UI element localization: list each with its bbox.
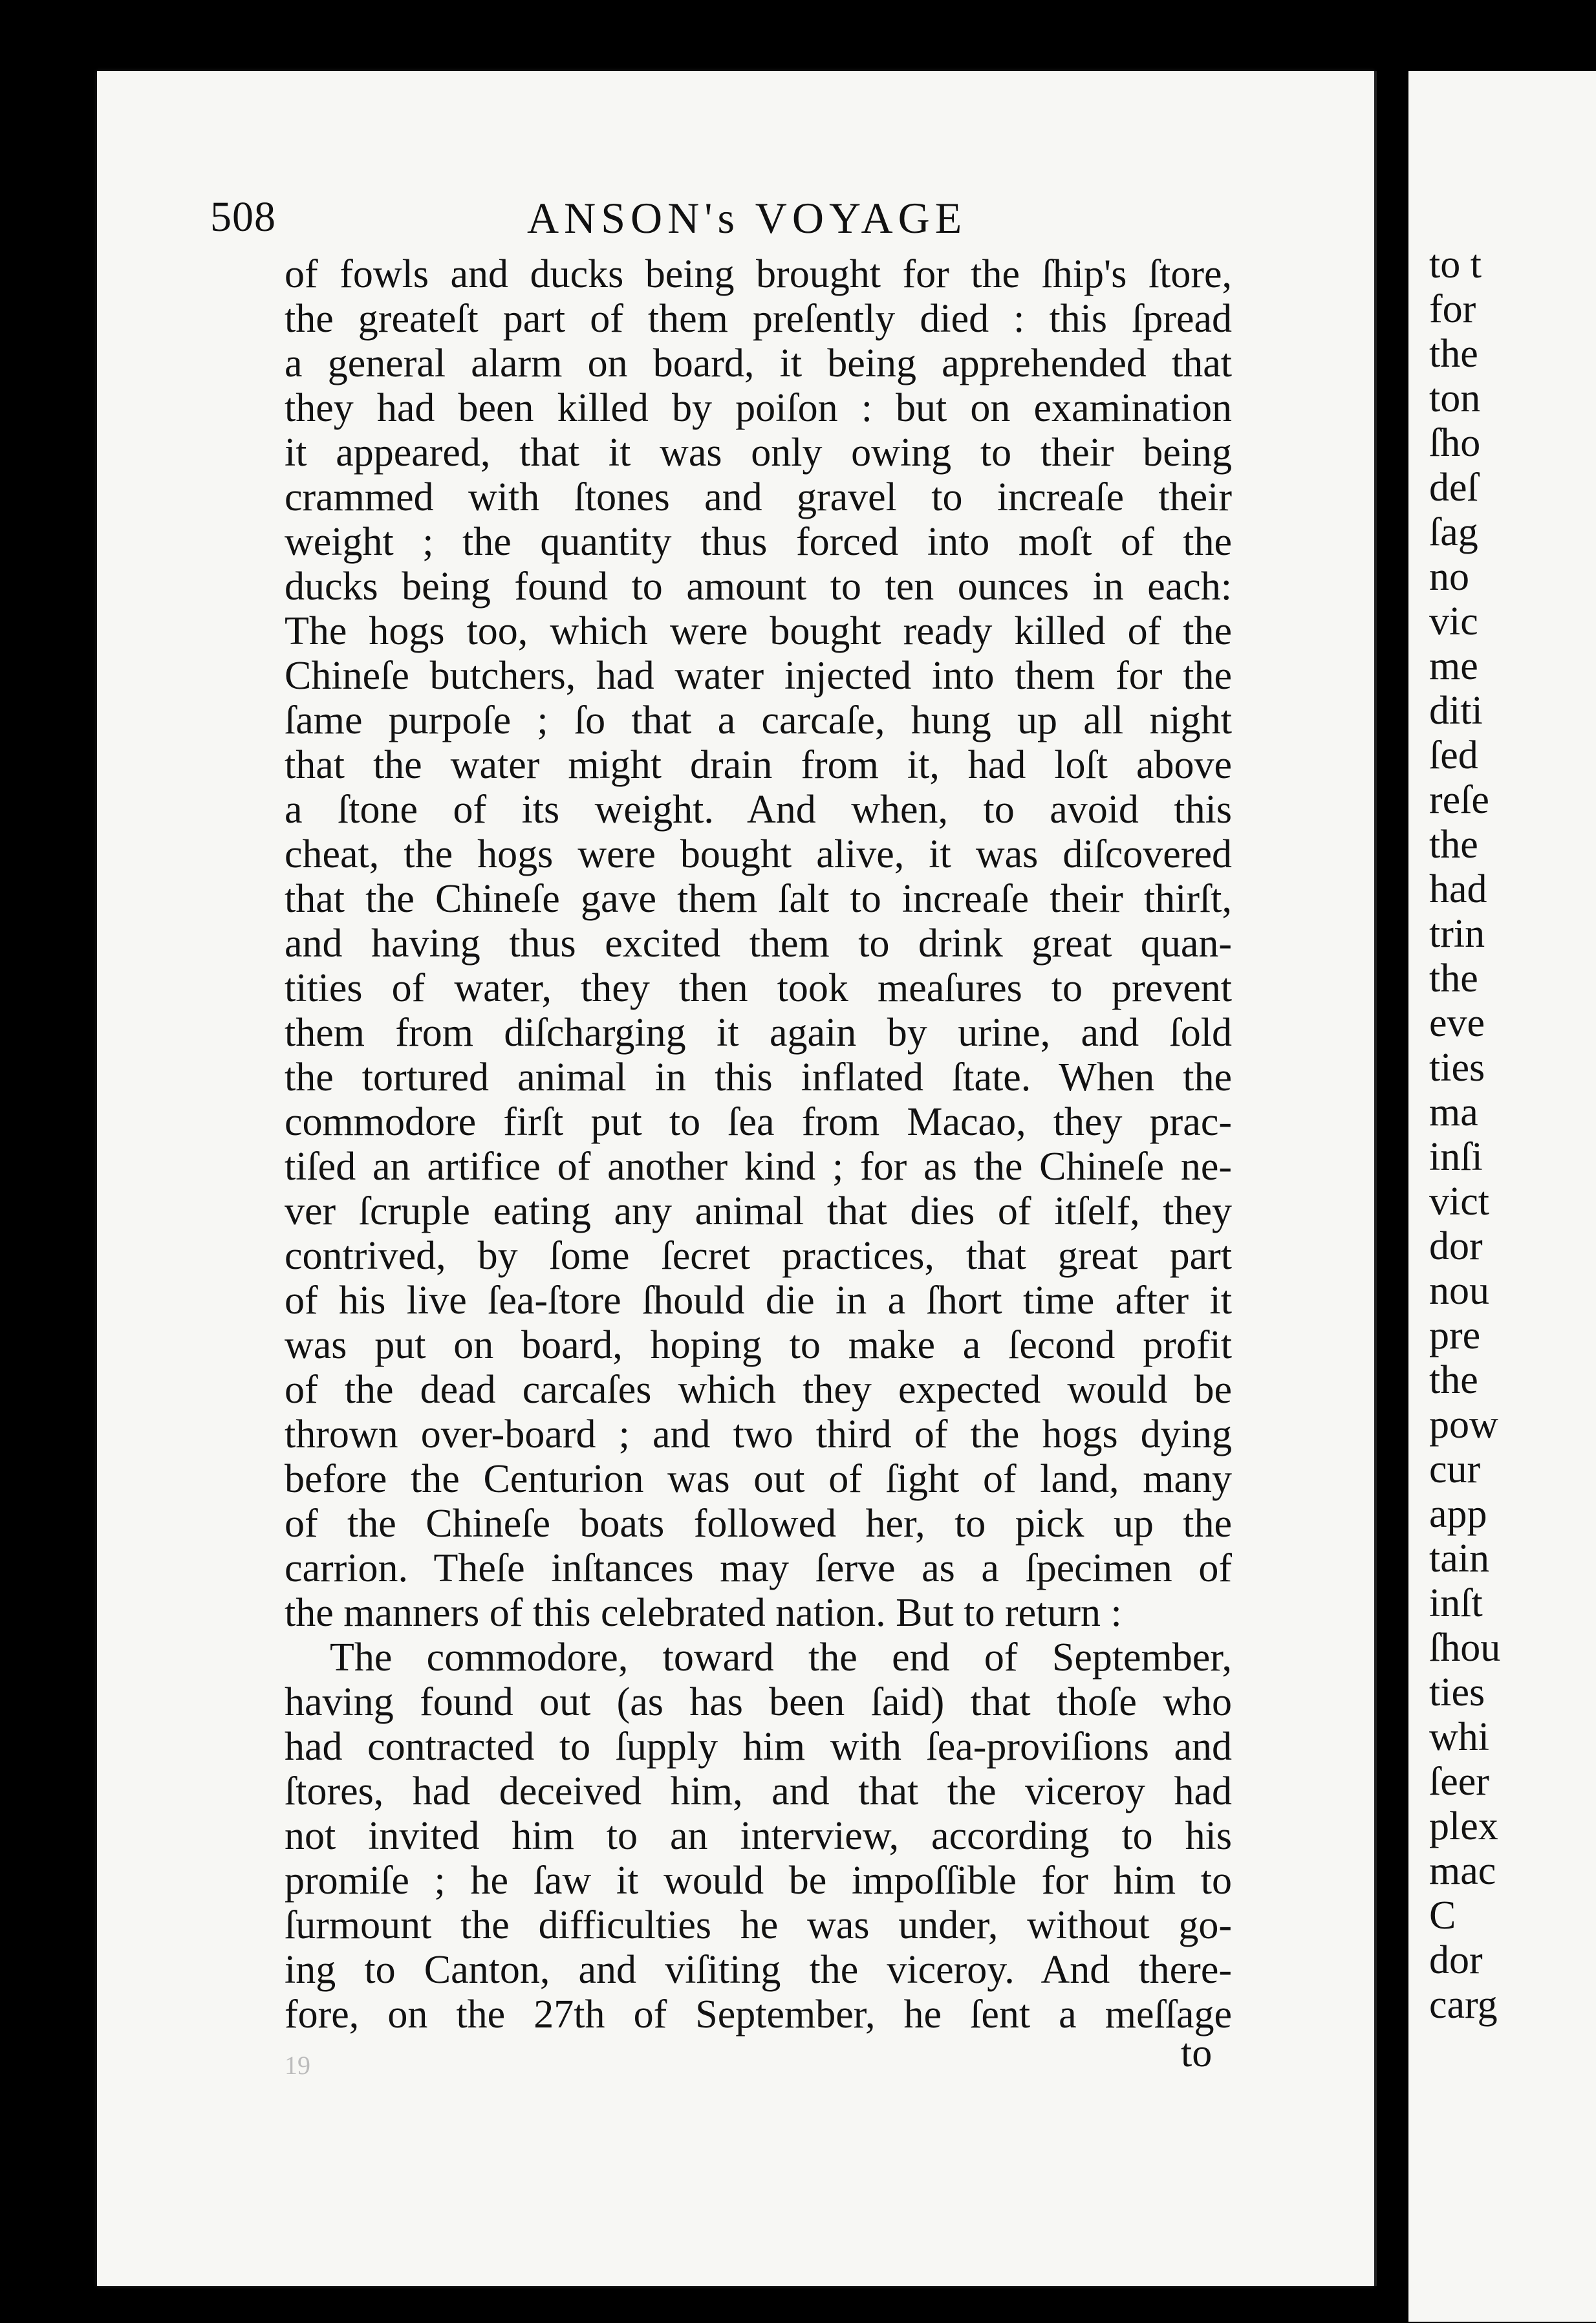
facing-fragment: whi <box>1429 1715 1489 1759</box>
facing-fragment: ſho <box>1429 421 1481 465</box>
text-line: fore, on the 27th of September, he ſent a meſſage <box>285 1993 1232 2037</box>
text-line: contrived, by ſome ſecret practices, that great part <box>285 1234 1232 1278</box>
text-line: a general alarm on board, it being apprehended that <box>285 341 1232 385</box>
facing-fragment: pre <box>1429 1313 1481 1357</box>
text-line: had contracted to ſupply him with ſea-proviſions and <box>285 1725 1232 1769</box>
facing-fragment: ties <box>1429 1046 1485 1090</box>
facing-fragment: ſag <box>1429 510 1478 554</box>
text-line: promiſe ; he ſaw it would be impoſſible for him to <box>285 1859 1232 1903</box>
facing-fragment: ſeer <box>1429 1760 1489 1804</box>
text-line: it appeared, that it was only owing to their being <box>285 431 1232 475</box>
facing-fragment: carg <box>1429 1983 1498 2027</box>
text-line: ver ſcruple eating any animal that dies of itſelf, they <box>285 1189 1232 1233</box>
text-line: of his live ſea-ſtore ſhould die in a ſhort time after it <box>285 1279 1232 1323</box>
text-line: Chineſe butchers, had water injected into them for the <box>285 654 1232 698</box>
facing-fragment: ſhou <box>1429 1626 1501 1670</box>
facing-fragment: app <box>1429 1492 1487 1536</box>
text-line: before the Centurion was out of ſight of land, many <box>285 1457 1232 1501</box>
facing-fragment: ton <box>1429 376 1481 420</box>
text-line: ducks being found to amount to ten ounces in each: <box>285 565 1232 609</box>
facing-fragment: eve <box>1429 1001 1485 1045</box>
facing-fragment: inſi <box>1429 1135 1483 1179</box>
text-line: of the dead carcaſes which they expected would be <box>285 1368 1232 1412</box>
text-line: of fowls and ducks being brought for the ſhip's ſtore, <box>285 252 1232 296</box>
text-line: ſame purpoſe ; ſo that a carcaſe, hung up all night <box>285 698 1232 742</box>
text-line: commodore firſt put to ſea from Macao, they prac- <box>285 1100 1232 1144</box>
text-line: tiſed an artifice of another kind ; for as the Chineſe ne- <box>285 1145 1232 1189</box>
facing-fragment: trin <box>1429 912 1485 956</box>
facing-fragment: ties <box>1429 1670 1485 1714</box>
text-line: the greateſt part of them preſently died : this ſpread <box>285 297 1232 341</box>
facing-fragment: ſed <box>1429 733 1478 777</box>
facing-fragment: tain <box>1429 1537 1489 1581</box>
facing-page-text <box>1429 243 1500 2027</box>
text-line: weight ; the quantity thus forced into moſt of the <box>285 520 1232 564</box>
page-gutter <box>1374 71 1377 2286</box>
text-line: and having thus excited them to drink great quan- <box>285 922 1232 966</box>
facing-fragment: dor <box>1429 1224 1483 1268</box>
facing-fragment: for <box>1429 287 1476 331</box>
facing-fragment: ma <box>1429 1090 1478 1134</box>
facing-fragment: mac <box>1429 1849 1496 1893</box>
facing-fragment: diti <box>1429 689 1483 733</box>
facing-fragment: the <box>1429 332 1478 376</box>
facing-fragment: to t <box>1429 243 1482 286</box>
text-line: crammed with ſtones and gravel to increaſe their <box>285 475 1232 519</box>
facing-fragment: cur <box>1429 1447 1481 1491</box>
facing-fragment: reſe <box>1429 778 1489 822</box>
text-line: the manners of this celebrated nation. But to return : <box>285 1591 1122 1635</box>
facing-fragment: the <box>1429 956 1478 1000</box>
text-line: The commodore, toward the end of September, <box>330 1636 1232 1680</box>
facing-fragment: pow <box>1429 1403 1498 1447</box>
text-line: having found out (as has been ſaid) that thoſe who <box>285 1680 1232 1724</box>
page-number: 508 <box>210 193 276 241</box>
facing-fragment: C <box>1429 1894 1456 1938</box>
text-line: ſtores, had deceived him, and that the viceroy had <box>285 1769 1232 1813</box>
text-line: cheat, the hogs were bought alive, it was diſcovered <box>285 832 1232 876</box>
facing-fragment: me <box>1429 644 1478 688</box>
text-line: ſurmount the difficulties he was under, without go- <box>285 1903 1232 1947</box>
facing-fragment: dor <box>1429 1938 1483 1982</box>
stray-mark: 19 <box>285 2051 310 2080</box>
text-line: was put on board, hoping to make a ſecond profit <box>285 1323 1232 1367</box>
facing-fragment: the <box>1429 1358 1478 1402</box>
facing-fragment: the <box>1429 823 1478 867</box>
facing-fragment: deſ <box>1429 466 1478 510</box>
text-line: thrown over-board ; and two third of the hogs dying <box>285 1412 1232 1456</box>
text-line: that the water might drain from it, had loſt above <box>285 743 1232 787</box>
facing-fragment: had <box>1429 867 1487 911</box>
text-line: tities of water, they then took meaſures to prevent <box>285 966 1232 1010</box>
text-line: a ſtone of its weight. And when, to avoid this <box>285 788 1232 832</box>
text-line: not invited him to an interview, according to his <box>285 1814 1232 1858</box>
catchword: to <box>1181 2031 1213 2075</box>
facing-fragment: vict <box>1429 1180 1489 1224</box>
text-line: The hogs too, which were bought ready killed of the <box>285 609 1232 653</box>
text-line: that the Chineſe gave them ſalt to increaſe their thirſt, <box>285 877 1232 921</box>
running-head: ANSON's VOYAGE <box>527 193 967 243</box>
text-line: of the Chineſe boats followed her, to pick up the <box>285 1502 1232 1546</box>
text-line: carrion. Theſe inſtances may ſerve as a ſpecimen of <box>285 1546 1232 1590</box>
facing-fragment: no <box>1429 555 1469 599</box>
facing-fragment: plex <box>1429 1804 1498 1848</box>
text-line: ing to Canton, and viſiting the viceroy. And there- <box>285 1948 1232 1992</box>
facing-fragment: vic <box>1429 600 1478 643</box>
facing-fragment: inſt <box>1429 1581 1483 1625</box>
body-text <box>285 252 1232 2037</box>
facing-fragment: nou <box>1429 1269 1489 1313</box>
text-line: them from diſcharging it again by urine, and ſold <box>285 1011 1232 1055</box>
text-line: the tortured animal in this inflated ſtate. When the <box>285 1055 1232 1099</box>
text-line: they had been killed by poiſon : but on examination <box>285 386 1232 430</box>
